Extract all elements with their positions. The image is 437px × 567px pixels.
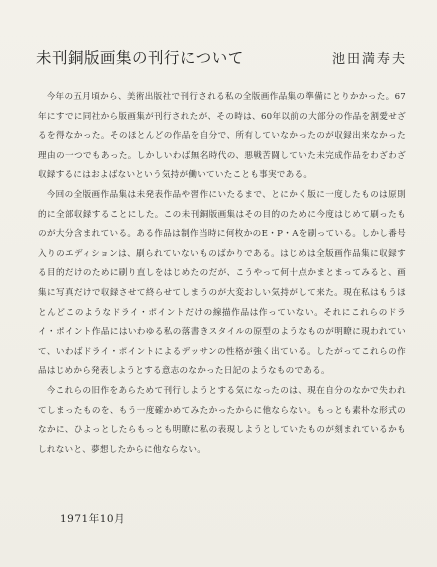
body-text — [38, 88, 406, 460]
header-row — [36, 46, 407, 68]
document-title: 未刊銅版画集の刊行について — [36, 49, 244, 67]
paragraph-3: 今これらの旧作をあらためて刊行しようとする気になったのは、現在自分のなかで失われてしまったものを、もう一度確かめてみたかったからに他ならない。もっとも素朴な形式のなかに、ひよっとしたらもっとも明瞭に私の表現しようとしていたものが刻まれているかもしれないと、夢想したからに他ならない。 — [38, 385, 406, 455]
paragraph-1: 今年の五月頃から、美術出版社で刊行される私の全版画作品集の準備にとりかかった。67年にすでに同社から版画集が刊行されたが、その時は、60年以前の大部分の作品を割愛せざるを得なかった。そのほとんどの作品を自分で、所有していなかったのが収録出来なかった理由の一つでもあった。しかしいわば無名時代の、悪戦苦闘していた未完成作品をわざわざ収録するにはおよばないという気持が働いていたことも事実である。 — [38, 92, 406, 181]
author-name: 池田満寿夫 — [331, 52, 407, 67]
date-line: 1971年10月 — [60, 513, 126, 525]
paragraph-2: 今回の全版画作品集は未発表作品や習作にいたるまで、とにかく版に一度したものは原則的に全部収録することにした。この未刊銅版画集はその目的のために今度はじめて刷ったものが大分含まれている。ある作品は制作当時に何枚かのE・P・Aを刷っている。しかし番号入りのエディションは、刷られていないものばかりである。はじめは全版画作品集に収録する目的だけのために刷り直しをはじめたのだが、こうやって何十点かまとまってみると、画集に写真だけで収録させて終らせてしまうのが大変おしい気持がして来た。現在私はもうほとんどこのようなドライ・ポイントだけの線描作品は作っていない。それにこれらのドライ・ポイント作品にはいわゆる私の落書きスタイルの原型のようなものが明瞭に現われていて、いわばドライ・ポイントによるデッサンの性格が強く出ている。したがってこれらの作品はじめから発表しようとする意志のなかった日記のようなものである。 — [38, 189, 406, 377]
